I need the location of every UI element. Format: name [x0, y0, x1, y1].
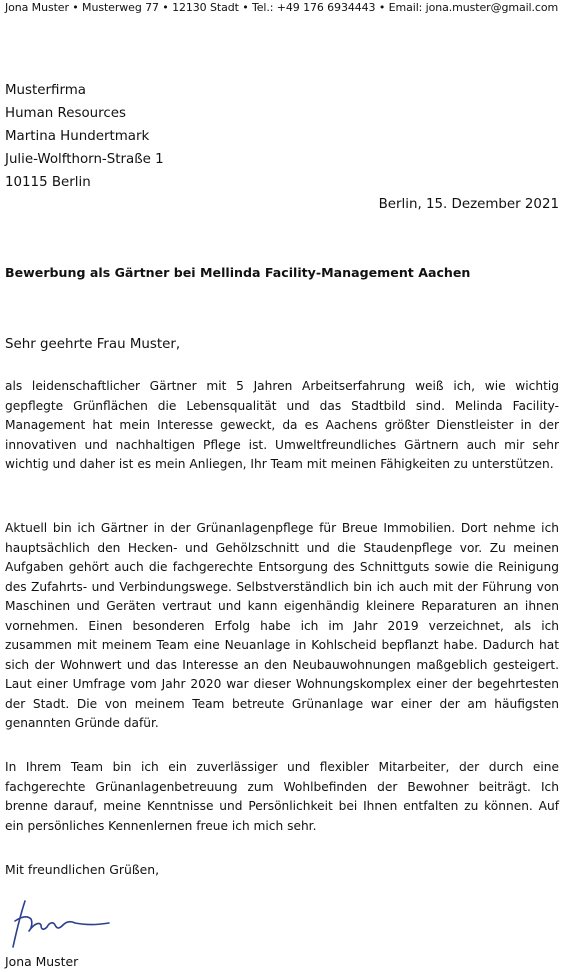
handwritten-signature	[5, 895, 117, 955]
body-paragraph-1: als leidenschaftlicher Gärtner mit 5 Jahren Arbeitserfahrung weiß ich, wie wichtig gepflegte Grünflächen die Lebensqualität und das Stadtbild sind. Melinda Facility-Management hat mein Interesse geweckt, da es Aachens größter Dienstleister in der innovativen und nachhaltigen Pflege ist. Umweltfreundliches Gärtnern auch mir sehr wichtig und daher ist es mein Anliegen, Ihr Team mit meinen Fähigkeiten zu unterstützen.	[5, 379, 559, 471]
body-paragraph-2: Aktuell bin ich Gärtner in der Grünanlagenpflege für Breue Immobilien. Dort nehme ich hauptsächlich den Hecken- und Gehölzschnitt und die Staudenpflege vor. Zu meinen Aufgaben gehört auch die fachgerechte Entsorgung des Schnittguts sowie die Reinigung des Zufahrts- und Verbindungswege. Selbstverständlich bin ich auch mit der Führung von Maschinen und Geräten vertraut und kann eigenhändig kleinere Reparaturen an ihnen vornehmen. Einen besonderen Erfolg habe ich im Jahr 2019 verzeichnet, als ich zusammen mit meinem Team eine Neuanlage in Kohlscheid bepflanzt habe. Dadurch hat sich der Wohnwert und das Interesse an den Neubauwohnungen maßgeblich gesteigert. Laut einer Umfrage vom Jahr 2020 war dieser Wohnungskomplex einer der begehrtesten der Stadt. Die von meinem Team betreute Grünanlage war einer der am häufigsten genannten Gründe dafür.	[5, 521, 559, 730]
letter-subject: Bewerbung als Gärtner bei Mellinda Facility-Management Aachen	[5, 265, 471, 280]
recipient-department: Human Resources	[5, 106, 126, 121]
recipient-street: Julie-Wolfthorn-Straße 1	[5, 152, 164, 167]
letter-date: Berlin, 15. Dezember 2021	[378, 197, 559, 212]
signature-stroke	[13, 901, 109, 947]
signer-name: Jona Muster	[5, 954, 79, 969]
recipient-company: Musterfirma	[5, 83, 86, 98]
recipient-city: 10115 Berlin	[5, 175, 91, 190]
recipient-contact-person: Martina Hundertmark	[5, 129, 150, 144]
closing-phrase: Mit freundlichen Grüßen,	[5, 862, 160, 877]
sender-contact-line: Jona Muster • Musterweg 77 • 12130 Stadt • Tel.: +49 176 6934443 • Email: jona.muster@gmail.com	[5, 1, 559, 14]
recipient-address-block	[5, 79, 164, 194]
salutation: Sehr geehrte Frau Muster,	[5, 337, 181, 352]
body-paragraph-3: In Ihrem Team bin ich ein zuverlässiger und flexibler Mitarbeiter, der durch eine fachgerechte Grünanlagenbetreuung zum Wohlbefinden der Bewohner beiträgt. Ich brenne darauf, meine Kenntnisse und Persönlichkeit bei Ihnen entfalten zu können. Auf ein persönliches Kennenlernen freue ich mich sehr.	[5, 760, 559, 833]
